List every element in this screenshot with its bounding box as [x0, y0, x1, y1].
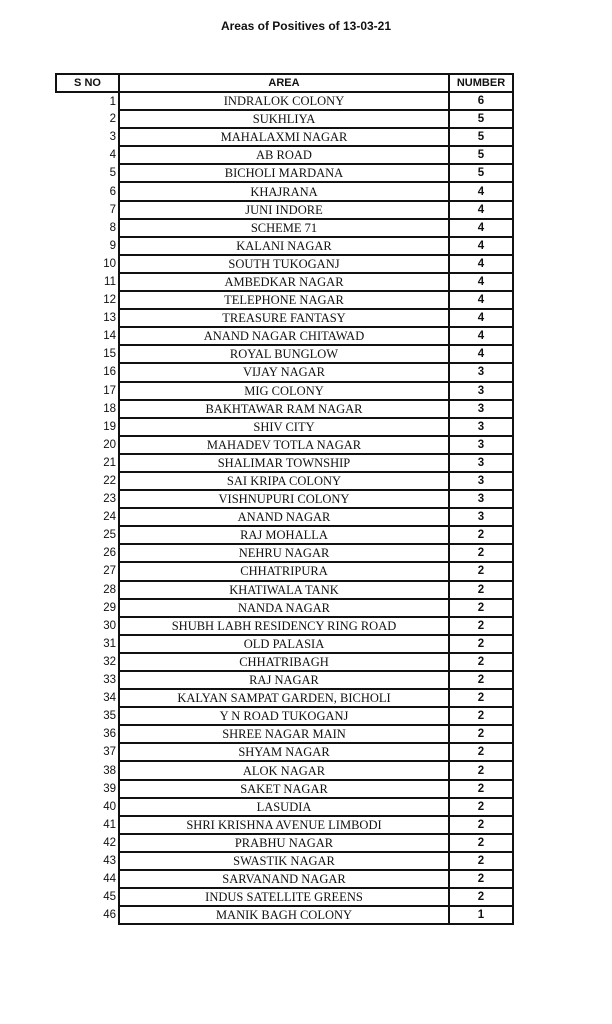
row-number: 2	[449, 635, 513, 653]
row-number: 2	[449, 761, 513, 779]
row-area: PRABHU NAGAR	[119, 834, 449, 852]
row-number: 2	[449, 852, 513, 870]
table-row	[56, 870, 513, 888]
table-row	[56, 526, 513, 544]
row-sno: 19	[56, 418, 119, 436]
header-area: AREA	[119, 74, 449, 92]
page-title: Areas of Positives of 13-03-21	[220, 19, 392, 33]
row-sno: 32	[56, 653, 119, 671]
row-number: 4	[449, 345, 513, 363]
row-area: KALANI NAGAR	[119, 237, 449, 255]
row-number: 2	[449, 653, 513, 671]
header-number: NUMBER	[449, 74, 513, 92]
row-sno: 26	[56, 544, 119, 562]
row-sno: 40	[56, 798, 119, 816]
row-area: NANDA NAGAR	[119, 599, 449, 617]
row-number: 3	[449, 363, 513, 381]
row-area: SARVANAND NAGAR	[119, 870, 449, 888]
table-row	[56, 146, 513, 164]
table-row	[56, 382, 513, 400]
row-sno: 44	[56, 870, 119, 888]
row-sno: 1	[56, 92, 119, 110]
row-sno: 6	[56, 182, 119, 200]
row-sno: 10	[56, 255, 119, 273]
row-area: MAHADEV TOTLA NAGAR	[119, 436, 449, 454]
row-sno: 3	[56, 128, 119, 146]
row-number: 2	[449, 834, 513, 852]
table-row	[56, 581, 513, 599]
table-body	[56, 92, 513, 924]
table-row	[56, 164, 513, 182]
row-area: SHUBH LABH RESIDENCY RING ROAD	[119, 617, 449, 635]
row-sno: 13	[56, 309, 119, 327]
row-number: 2	[449, 725, 513, 743]
row-number: 2	[449, 888, 513, 906]
table-header-row	[56, 74, 513, 92]
row-area: MANIK BAGH COLONY	[119, 906, 449, 924]
table-row	[56, 707, 513, 725]
row-number: 5	[449, 110, 513, 128]
table-row	[56, 544, 513, 562]
row-area: BICHOLI MARDANA	[119, 164, 449, 182]
row-area: Y N ROAD TUKOGANJ	[119, 707, 449, 725]
row-number: 3	[449, 472, 513, 490]
table-row	[56, 780, 513, 798]
row-number: 5	[449, 128, 513, 146]
row-area: BAKHTAWAR RAM NAGAR	[119, 400, 449, 418]
row-sno: 41	[56, 816, 119, 834]
row-number: 2	[449, 544, 513, 562]
row-sno: 39	[56, 780, 119, 798]
row-area: OLD PALASIA	[119, 635, 449, 653]
row-number: 2	[449, 780, 513, 798]
row-number: 2	[449, 562, 513, 580]
row-area: KALYAN SAMPAT GARDEN, BICHOLI	[119, 689, 449, 707]
table-row	[56, 400, 513, 418]
row-number: 4	[449, 309, 513, 327]
row-number: 3	[449, 490, 513, 508]
row-sno: 12	[56, 291, 119, 309]
table-row	[56, 273, 513, 291]
row-area: SHIV CITY	[119, 418, 449, 436]
row-number: 4	[449, 201, 513, 219]
table-row	[56, 182, 513, 200]
row-number: 2	[449, 599, 513, 617]
row-sno: 37	[56, 743, 119, 761]
row-sno: 30	[56, 617, 119, 635]
table-row	[56, 635, 513, 653]
row-area: LASUDIA	[119, 798, 449, 816]
areas-table	[55, 73, 514, 925]
table-row	[56, 761, 513, 779]
row-area: INDUS SATELLITE GREENS	[119, 888, 449, 906]
row-number: 4	[449, 255, 513, 273]
row-area: ANAND NAGAR	[119, 508, 449, 526]
row-area: KHATIWALA TANK	[119, 581, 449, 599]
row-number: 3	[449, 508, 513, 526]
table-row	[56, 418, 513, 436]
row-area: SHREE NAGAR MAIN	[119, 725, 449, 743]
row-sno: 45	[56, 888, 119, 906]
row-number: 2	[449, 816, 513, 834]
table-row	[56, 725, 513, 743]
row-number: 2	[449, 689, 513, 707]
row-sno: 18	[56, 400, 119, 418]
row-number: 3	[449, 400, 513, 418]
row-sno: 23	[56, 490, 119, 508]
row-number: 5	[449, 146, 513, 164]
row-area: SAKET NAGAR	[119, 780, 449, 798]
row-area: RAJ NAGAR	[119, 671, 449, 689]
row-area: ANAND NAGAR CHITAWAD	[119, 327, 449, 345]
row-sno: 15	[56, 345, 119, 363]
table-row	[56, 291, 513, 309]
table-row	[56, 327, 513, 345]
row-sno: 22	[56, 472, 119, 490]
row-sno: 46	[56, 906, 119, 924]
row-sno: 24	[56, 508, 119, 526]
row-number: 2	[449, 870, 513, 888]
table-row	[56, 201, 513, 219]
row-sno: 16	[56, 363, 119, 381]
table-row	[56, 309, 513, 327]
row-area: SUKHLIYA	[119, 110, 449, 128]
table-row	[56, 436, 513, 454]
row-number: 5	[449, 164, 513, 182]
row-sno: 4	[56, 146, 119, 164]
row-number: 2	[449, 671, 513, 689]
table-row	[56, 852, 513, 870]
row-sno: 9	[56, 237, 119, 255]
table-row	[56, 219, 513, 237]
row-area: ALOK NAGAR	[119, 761, 449, 779]
row-sno: 2	[56, 110, 119, 128]
row-area: CHHATRIPURA	[119, 562, 449, 580]
row-sno: 34	[56, 689, 119, 707]
row-number: 3	[449, 436, 513, 454]
table-row	[56, 617, 513, 635]
row-area: SOUTH TUKOGANJ	[119, 255, 449, 273]
table-row	[56, 888, 513, 906]
row-area: AMBEDKAR NAGAR	[119, 273, 449, 291]
row-sno: 17	[56, 382, 119, 400]
row-number: 1	[449, 906, 513, 924]
row-sno: 31	[56, 635, 119, 653]
row-sno: 43	[56, 852, 119, 870]
table-row	[56, 454, 513, 472]
row-area: TELEPHONE NAGAR	[119, 291, 449, 309]
row-number: 2	[449, 526, 513, 544]
table-row	[56, 906, 513, 924]
row-sno: 21	[56, 454, 119, 472]
row-area: KHAJRANA	[119, 182, 449, 200]
table-row	[56, 92, 513, 110]
row-sno: 14	[56, 327, 119, 345]
header-sno: S NO	[56, 74, 119, 92]
table-row	[56, 472, 513, 490]
row-sno: 25	[56, 526, 119, 544]
row-number: 2	[449, 617, 513, 635]
row-area: NEHRU NAGAR	[119, 544, 449, 562]
row-area: MAHALAXMI NAGAR	[119, 128, 449, 146]
row-sno: 35	[56, 707, 119, 725]
table-row	[56, 508, 513, 526]
table-row	[56, 110, 513, 128]
row-number: 6	[449, 92, 513, 110]
row-area: VISHNUPURI COLONY	[119, 490, 449, 508]
row-area: ROYAL BUNGLOW	[119, 345, 449, 363]
row-number: 2	[449, 581, 513, 599]
row-sno: 11	[56, 273, 119, 291]
table-row	[56, 128, 513, 146]
row-number: 4	[449, 273, 513, 291]
table-row	[56, 743, 513, 761]
row-area: RAJ MOHALLA	[119, 526, 449, 544]
row-number: 4	[449, 182, 513, 200]
row-area: SHYAM NAGAR	[119, 743, 449, 761]
table-row	[56, 798, 513, 816]
table-row	[56, 363, 513, 381]
table-row	[56, 599, 513, 617]
table-row	[56, 671, 513, 689]
row-sno: 28	[56, 581, 119, 599]
row-number: 2	[449, 707, 513, 725]
table-row	[56, 237, 513, 255]
row-area: CHHATRIBAGH	[119, 653, 449, 671]
row-area: SHALIMAR TOWNSHIP	[119, 454, 449, 472]
row-number: 4	[449, 291, 513, 309]
row-sno: 33	[56, 671, 119, 689]
row-sno: 36	[56, 725, 119, 743]
row-number: 4	[449, 237, 513, 255]
row-area: JUNI INDORE	[119, 201, 449, 219]
row-area: AB ROAD	[119, 146, 449, 164]
table-row	[56, 345, 513, 363]
table-row	[56, 653, 513, 671]
row-area: INDRALOK COLONY	[119, 92, 449, 110]
row-number: 3	[449, 418, 513, 436]
row-sno: 8	[56, 219, 119, 237]
table-row	[56, 255, 513, 273]
row-number: 3	[449, 382, 513, 400]
row-area: TREASURE FANTASY	[119, 309, 449, 327]
row-number: 4	[449, 327, 513, 345]
row-area: SHRI KRISHNA AVENUE LIMBODI	[119, 816, 449, 834]
row-sno: 20	[56, 436, 119, 454]
row-sno: 42	[56, 834, 119, 852]
row-sno: 5	[56, 164, 119, 182]
row-area: SWASTIK NAGAR	[119, 852, 449, 870]
row-sno: 38	[56, 761, 119, 779]
table-row	[56, 490, 513, 508]
row-sno: 29	[56, 599, 119, 617]
row-area: VIJAY NAGAR	[119, 363, 449, 381]
row-sno: 27	[56, 562, 119, 580]
table-row	[56, 562, 513, 580]
table-row	[56, 689, 513, 707]
table-row	[56, 816, 513, 834]
row-area: MIG COLONY	[119, 382, 449, 400]
row-number: 2	[449, 798, 513, 816]
table-row	[56, 834, 513, 852]
row-area: SCHEME 71	[119, 219, 449, 237]
row-number: 4	[449, 219, 513, 237]
row-number: 3	[449, 454, 513, 472]
row-area: SAI KRIPA COLONY	[119, 472, 449, 490]
row-sno: 7	[56, 201, 119, 219]
row-number: 2	[449, 743, 513, 761]
